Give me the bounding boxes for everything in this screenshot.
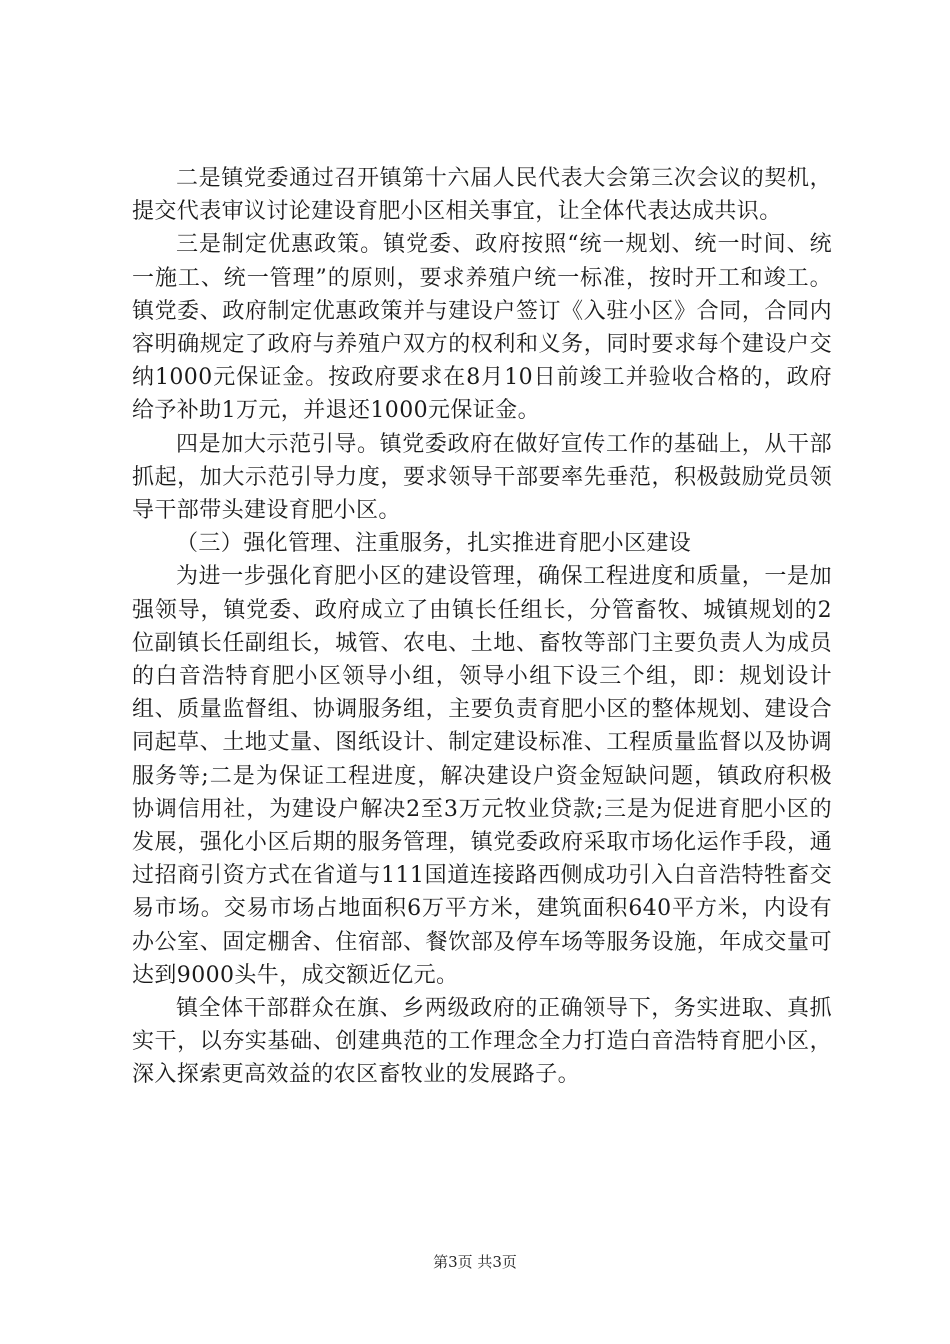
page-footer: [0, 1252, 950, 1272]
paragraph-5: 镇全体干部群众在旗、乡两级政府的正确领导下，务实进取、真抓实干，以夯实基础、创建典范的工作理念全力打造白音浩特育肥小区，深入探索更高效益的农区畜牧业的发展路子。: [132, 996, 832, 1088]
paragraph-2: 三是制定优惠政策。镇党委、政府按照“统一规划、统一时间、统一施工、统一管理”的原则，要求养殖户统一标准，按时开工和竣工。镇党委、政府制定优惠政策并与建设户签订《入驻小区》合同，合同内容明确规定了政府与养殖户双方的权利和义务，同时要求每个建设户交纳1000元保证金。按政府要求在8月10日前竣工并验收合格的，政府给予补助1万元，并退还1000元保证金。: [132, 232, 832, 424]
paragraph-3: 四是加大示范引导。镇党委政府在做好宣传工作的基础上，从干部抓起，加大示范引导力度，要求领导干部要率先垂范，积极鼓励党员领导干部带头建设育肥小区。: [132, 431, 832, 524]
section-heading: （三）强化管理、注重服务，扎实推进育肥小区建设: [176, 531, 692, 557]
paragraph-1: 二是镇党委通过召开镇第十六届人民代表大会第三次会议的契机，提交代表审议讨论建设育肥小区相关事宜，让全体代表达成共识。: [132, 166, 832, 225]
document-body: [132, 162, 832, 1092]
page-number: 第3页 共3页: [433, 1253, 517, 1271]
paragraph-4: 为进一步强化育肥小区的建设管理，确保工程进度和质量，一是加强领导，镇党委、政府成立了由镇长任组长，分管畜牧、城镇规划的2位副镇长任副组长，城管、农电、土地、畜牧等部门主要负责人为成员的白音浩特育肥小区领导小组，领导小组下设三个组，即：规划设计组、质量监督组、协调服务组，主要负责育肥小区的整体规划、建设合同起草、土地丈量、图纸设计、制定建设标准、工程质量监督以及协调服务等;二是为保证工程进度，解决建设户资金短缺问题，镇政府积极协调信用社，为建设户解决2至3万元牧业贷款;三是为促进育肥小区的发展，强化小区后期的服务管理，镇党委政府采取市场化运作手段，通过招商引资方式在省道与111国道连接路西侧成功引入白音浩特牲畜交易市场。交易市场占地面积6万平方米，建筑面积640平方米，内设有办公室、固定棚舍、住宿部、餐饮部及停车场等服务设施，年成交量可达到9000头牛，成交额近亿元。: [132, 564, 832, 988]
